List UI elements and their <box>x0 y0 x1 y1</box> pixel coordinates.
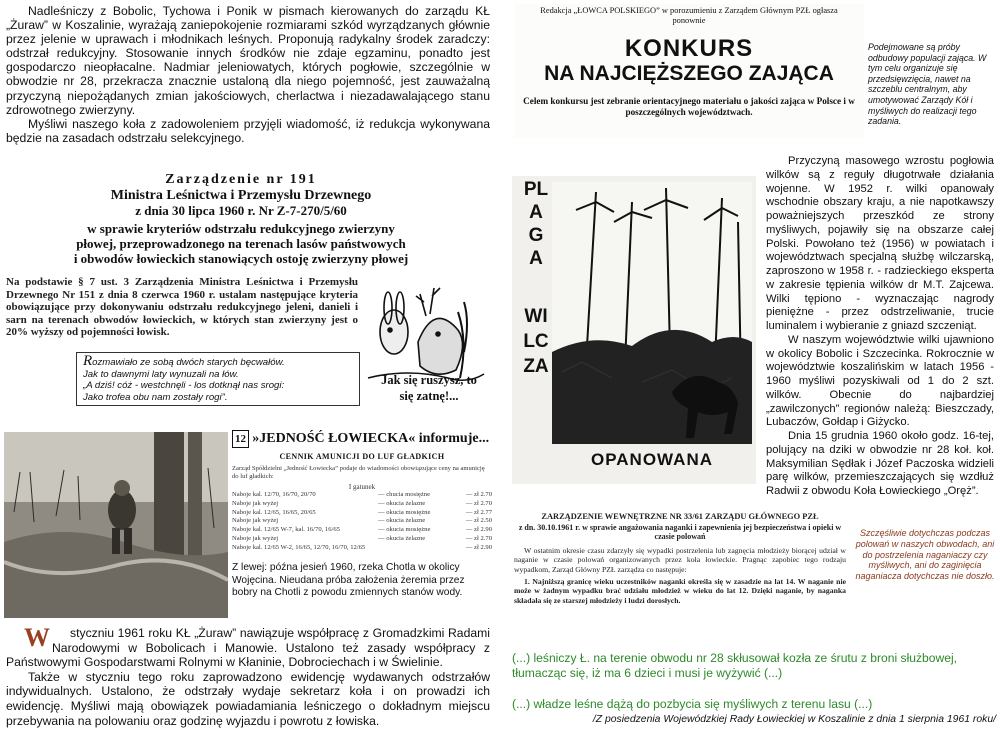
contest-title-1: KONKURS <box>624 35 754 62</box>
decree-date: z dnia 30 lipca 1960 r. Nr Z-7-270/5/60 <box>135 203 347 218</box>
price-list-notice: Zarząd Spółdzielni „Jedność Łowiecka” podaje do wiadomości obowiązujące ceny na amunicję do luf gładkich: <box>232 465 485 480</box>
price-row-kind: — okucia żelazne <box>378 499 426 507</box>
poem-drop-cap: R <box>83 353 93 369</box>
price-list-scan <box>232 430 492 560</box>
price-row-kind: — okucia mosiężne <box>378 508 431 516</box>
poem-line-3: „A dziś! cóż - westchnęli - los dotknął nas srogi: <box>83 380 285 392</box>
contest-note: Podejmowane są próby odbudowy populacji zająca. W tym celu organizuje się przedsięwzięcia, nawet na szczeblu centralnym, aby umotywować Zarządy Kół i myśliwych do realizacji tego zadania. <box>868 42 987 127</box>
price-list-table-head: I gatunek <box>348 483 376 491</box>
order-body: W ostatnim okresie czasu zdarzyły się wypadki postrzelenia lub zagnęcia młodzieży biorącej udział w naganie w czasie polowań organizowanych przez koła łowieckie. Pragnąc zapobiec tego rodzaju wypadkom, Zarząd Główny PZŁ zarządza co następuje: <box>514 545 846 574</box>
price-row-kind: — chucia mosiężne <box>378 491 430 498</box>
hare-contest-scan <box>514 4 864 138</box>
poem-line-1: Rozmawiało ze sobą dwóch starych bęcwałów. <box>83 353 285 369</box>
bottom-left-text <box>6 623 490 728</box>
poem-line-4: Jako trofea obu nam zostały rogi”. <box>83 391 228 403</box>
order-subheading: z dn. 30.10.1961 r. w sprawie angażowania naganki i zapewnienia jej bezpieczeństwa i opieki w czasie polowań <box>518 523 842 542</box>
cartoon-caption <box>367 372 491 404</box>
order-heading: ZARZĄDZENIE WEWNĘTRZNE NR 33/61 ZARZĄDU GŁÓWNEGO PZŁ <box>541 512 819 521</box>
cartoon-caption-line-1: Jak się ruszysz, to <box>381 373 477 387</box>
decree-body: Na podstawie § 7 ust. 3 Zarządzenia Ministra Leśnictwa i Przemysłu Drzewnego Nr 151 z dnia 8 czerwca 1960 r. ustalam następujące kryteria obowiązujące przy dokonywaniu odstrzału redukcyjnego jeleni, danieli i sarn na terenach obwodów łowieckich, w których stan zwierzyny jest o 20% wyższy od pojemności łowisk. <box>6 276 358 338</box>
price-row <box>232 517 492 526</box>
price-row-price: — zł 2.70 <box>465 491 492 498</box>
price-row <box>232 535 492 544</box>
intro-text <box>6 4 490 145</box>
quote-source: /Z posiedzenia Wojewódzkiej Rady Łowieckiej w Koszalinie z dnia 1 sierpnia 1961 roku/ <box>592 714 996 725</box>
price-list-number: 12 <box>232 430 249 448</box>
photo-caption: Z lewej: późna jesień 1960, rzeka Chotla w okolicy Wojęcina. Nieudana próba założenia żeremia przez bobry na Chotli z powodu zmiennych stanów wody. <box>232 562 465 598</box>
price-row-price: — zł 2.70 <box>465 499 492 507</box>
bottom-paragraph-1: W styczniu 1961 roku KŁ „Żuraw” nawiązuje współpracę z Gromadzkimi Radami Narodowymi w Bobolicach i Manowie. Ustalono też zasady współpracy z Państwowymi Gospodarstwami Rolnymi w Kłaninie, Dobrociechach i w Świelinie. <box>6 623 490 670</box>
price-row-kind: — okucia żelazne <box>378 534 426 542</box>
price-row-label: Naboje jak wyżej <box>232 517 279 525</box>
price-row-price: — zł 2.70 <box>465 534 492 542</box>
price-row <box>232 544 492 553</box>
cartoon-caption-line-2: się zatnę!... <box>399 389 459 403</box>
river-chotla-photo <box>4 432 228 618</box>
decree-subject-1: w sprawie kryteriów odstrzału redukcyjnego zwierzyny <box>87 221 395 236</box>
price-row-price: — zł 2.50 <box>465 517 492 525</box>
quote-forest-authorities: (...) władze leśne dążą do pozbycia się myśliwych z terenu lasu (...) <box>512 697 873 711</box>
price-row <box>232 509 492 518</box>
poster-title-plaga: PLAGA <box>523 179 549 269</box>
quote-forester: (...) leśniczy Ł. na terenie obwodu nr 28 skłusował kozła ze śrutu z broni służbowej, tłumacząc się, iż ma 6 dzieci i musi je wyżywić (...) <box>512 651 957 680</box>
contest-intro: Redakcja „ŁOWCA POLSKIEGO” w porozumieniu z Zarządem Głównym PZŁ ogłasza ponownie <box>540 6 838 25</box>
price-row <box>232 526 492 535</box>
price-row-label: Naboje jak wyżej <box>232 534 279 542</box>
wolf-forest-illustration <box>552 182 752 444</box>
drop-cap-w: W <box>24 623 50 652</box>
poster-title-wilcza: WILCZA <box>523 306 549 377</box>
price-row-label: Naboje kal. 12/65 W-7, kal. 16/70, 16/65 <box>232 526 340 534</box>
decree-ministry: Ministra Leśnictwa i Przemysłu Drzewnego <box>110 188 372 203</box>
price-row-price: — zł 2.90 <box>465 543 492 551</box>
cartoon-poem-box <box>76 352 360 406</box>
decree-subject-2: płowej, przeprowadzonego na terenach lasów państwowych <box>76 236 406 251</box>
price-row-label: Naboje kal. 12/65 W-2, 16/65, 12/70, 16/70, 12/65 <box>232 543 366 551</box>
intro-paragraph-2: Myśliwi naszego koła z zadowoleniem przyjęli wiadomość, iż redukcja wykonywana będzie na zasadach odstrzału selekcyjnego. <box>6 116 490 145</box>
price-row-kind: — okucia żelazne <box>378 517 426 525</box>
wolf-paragraph-3: Dnia 15 grudnia 1960 około godz. 16-tej, polujący na dziki w obwodzie nr 28 koł. koł. Maksymilian Sędłak i Józef Paczoska widzieli parę wilków, przemieszczających się wzdłuż Radwii z obwodu Koła Łowieckiego „Oręż”. <box>766 430 994 497</box>
decree-heading-scan <box>4 168 478 264</box>
decree-subject-3: i obwodów łowieckich stanowiących ostoję zwierzyny płowej <box>73 251 409 266</box>
poem-line-2: Jak to dawnymi laty wynuzali na łów. <box>83 368 239 380</box>
wolf-plague-poster <box>512 176 756 484</box>
price-row-price: — zł 2.77 <box>465 508 492 516</box>
wolf-text <box>766 155 994 499</box>
price-row <box>232 491 492 500</box>
poster-title-opanowana: OPANOWANA <box>590 450 713 469</box>
price-row-kind <box>378 544 452 553</box>
wolf-paragraph-1: Przyczyną masowego wzrostu pogłowia wilków są z reguły długotrwałe działania wojenne. W 1952 r. wilki opanowały wschodnie obszary kraju, a nie napotkawszy poważniejszych przeszkód ze strony myśliwych, pojawiły się na obszarze całej Polski. Powołano też (1956) w powiatach i województwach specjalną służbę wilczarską, zaproszono w 1958 r. - radzieckiego eksperta w zakresie tępienia wilków dr M.T. Zajcewa. Wilki tępiono - wyznaczając nagrody pieniężne - przez odstrzeliwanie, trucie luminalem i wybieranie z gniazd szczeniąt. <box>766 155 994 332</box>
order-note: Szczęśliwie dotychczas podczas polowań w naszych obwodach, ani do postrzelenia naganiaczy czy myśliwych, ani do zaginięcia naganiacza dotychczas nie doszło. <box>855 528 995 582</box>
price-row-label: Naboje kal. 12/70, 16/70, 20/70 <box>232 491 316 498</box>
price-list-table <box>232 491 492 553</box>
price-row-label: Naboje kal. 12/65, 16/65, 20/65 <box>232 508 316 516</box>
price-row <box>232 500 492 509</box>
order-item-1: 1. Najniższą granicę wieku uczestników naganki określa się w zasadzie na lat 14. W naganie nie może w żadnym wypadku brać udziału młodzież w wieku do lat 12. Dzięki naganie, by naganka składała się ze starszej młodzieży i ludzi dorosłych. <box>514 577 846 605</box>
price-list-heading: »JEDNOŚĆ ŁOWIECKA« informuje... <box>252 431 490 446</box>
bottom-paragraph-2: Także w styczniu tego roku zaprowadzono ewidencję wydawanych odstrzałów indywidualnych. Ustalono, że odstrzały wydaje sekretarz koła i on prowadzi ich ewidencję. Myśliwi mają obowiązek powiadamiania leśniczego o dokładnym miejscu przebywania na polowaniu oraz godzinę wyjazdu i powrotu z łowiska. <box>6 669 490 728</box>
intro-paragraph-1: Nadleśniczy z Bobolic, Tychowa i Ponik w pismach kierowanych do zarządu KŁ „Żuraw” w Koszalinie, wyrażają zaniepokojenie rozmiarami szkód wyrządzanych głównie przez jelenie w uprawach i młodnikach leśnych. Proponują radykalny środek zaradczy: odstrzał redukcyjny. Stosowanie innych środków nie zdaje egzaminu, ponadto jest gospodarczo nieopłacalne. Nadmiar jeleniowatych, których pogłowie, szczególnie w obwodzie nr 28, przekracza znacznie ustaloną dla niego pojemność, jest zauważalną przyczyną niepożądanych zmian jakościowych, cherlactwa i niezadawalającego stanu zdrowotnego zwierzyny. <box>6 4 490 117</box>
price-row-label: Naboje jak wyżej <box>232 499 279 507</box>
internal-order-scan <box>514 512 846 640</box>
contest-body: Celem konkursu jest zebranie orientacyjnego materiału o jakości zająca w Polsce i w poszczególnych województwach. <box>523 96 855 117</box>
price-row-price: — zł 2.90 <box>465 526 492 534</box>
wolf-paragraph-2: W naszym województwie wilki ujawniono w okolicy Bobolic i Szczecinka. Rokrocznie w województwie koszalińskim w latach 1956 - 1960 myśliwi pozyskiwali od 1 do 2 szt. wilków. Obecnie do najbardziej „zawilczonych” regionów należą: Bieszczady, Lubaczów, Gołdap i Giżycko. <box>766 333 994 429</box>
decree-number: Zarządzenie nr 191 <box>165 172 317 187</box>
price-list-subheading: CENNIK AMUNICJI DO LUF GŁADKICH <box>279 452 445 461</box>
price-row-kind: — okucia mosiężne <box>378 526 431 534</box>
contest-title-2: NA NAJCIĘŻSZEGO ZAJĄCA <box>544 62 834 85</box>
